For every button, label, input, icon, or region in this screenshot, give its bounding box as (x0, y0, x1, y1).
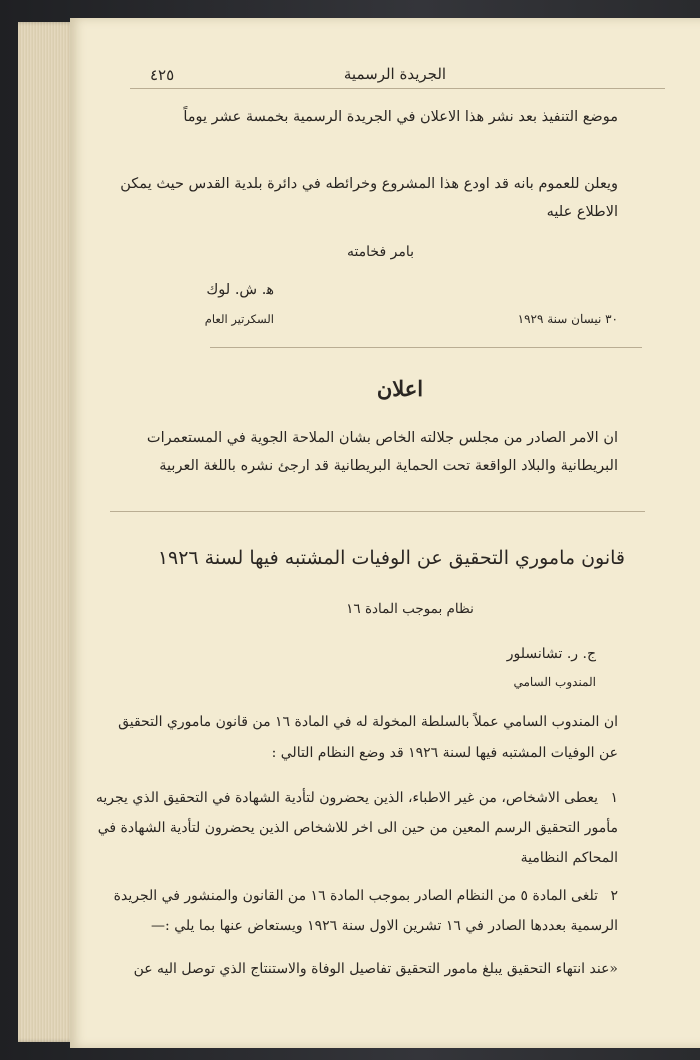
law-intro-line-1: ان المندوب السامي عملاً بالسلطة المخولة له في المادة ١٦ من قانون ماموري التحقيق (118, 714, 618, 730)
header-rule (130, 88, 665, 89)
law-subtitle: نظام بموجب المادة ١٦ (346, 601, 474, 617)
quote-line-1: «عند انتهاء التحقيق يبلغ مامور التحقيق تفاصيل الوفاة والاستنتاج الذي توصل اليه عن (133, 961, 618, 977)
clause-1-line-1: يعطى الاشخاص، من غير الاطباء، الذين يحضرون لتأدية الشهادة في التحقيق الذي يجريه (95, 790, 598, 806)
law-signer-name: ج. ر. تشانسلور (506, 646, 596, 662)
by-order: بامر فخامته (346, 244, 414, 260)
notice-date: ٣٠ نيسان سنة ١٩٢٩ (517, 312, 618, 326)
clause-1-line-2: مأمور التحقيق الرسم المعين من حين الى اخر للاشخاص الذين يحضرون لتأدية الشهادة في (97, 820, 618, 836)
announcement-title: اعلان (376, 376, 424, 401)
journal-title: الجريدة الرسمية (343, 65, 447, 83)
clause-2-line-2: الرسمية بعددها الصادر في ١٦ تشرين الاول سنة ١٩٢٦ ويستعاض عنها بما يلي :— (151, 918, 618, 934)
announcement-line-1: ان الامر الصادر من مجلس جلالته الخاص بشان الملاحة الجوية في المستعمرات (146, 430, 618, 446)
clause-2-number: ٢ (610, 888, 618, 904)
signatory-title: السكرتير العام (204, 312, 274, 326)
law-title: قانون ماموري التحقيق عن الوفيات المشتبه فيها لسنة ١٩٢٦ (157, 547, 625, 569)
clause-1-number: ١ (610, 790, 618, 806)
notice-line-2: ويعلن للعموم بانه قد اودع هذا المشروع وخرائطه في دائرة بلدية القدس حيث يمكن (120, 176, 618, 192)
law-signer-title: المندوب السامي (513, 675, 596, 689)
law-intro-line-2: عن الوفيات المشتبه فيها لسنة ١٩٢٦ قد وضع النظام التالي : (271, 745, 618, 761)
announcement-line-2: البريطانية والبلاد الواقعة تحت الحماية البريطانية قد ارجئ نشره باللغة العربية (159, 458, 618, 474)
clause-2-line-1: تلغى المادة ٥ من النظام الصادر بموجب المادة ١٦ من القانون والمنشور في الجريدة (113, 888, 598, 904)
signatory-name: ﻫ. ش. لوك (206, 282, 274, 298)
clause-1-line-3: المحاكم النظامية (520, 850, 618, 866)
document-page (70, 18, 700, 1048)
section-divider-1 (210, 347, 642, 348)
section-divider-2 (110, 511, 645, 512)
page-number: ٤٢٥ (150, 66, 175, 84)
notice-line-1: موضع التنفيذ بعد نشر هذا الاعلان في الجريدة الرسمية بخمسة عشر يوماً (183, 109, 618, 125)
notice-line-3: الاطلاع عليه (546, 204, 618, 220)
page-edges (18, 22, 74, 1042)
